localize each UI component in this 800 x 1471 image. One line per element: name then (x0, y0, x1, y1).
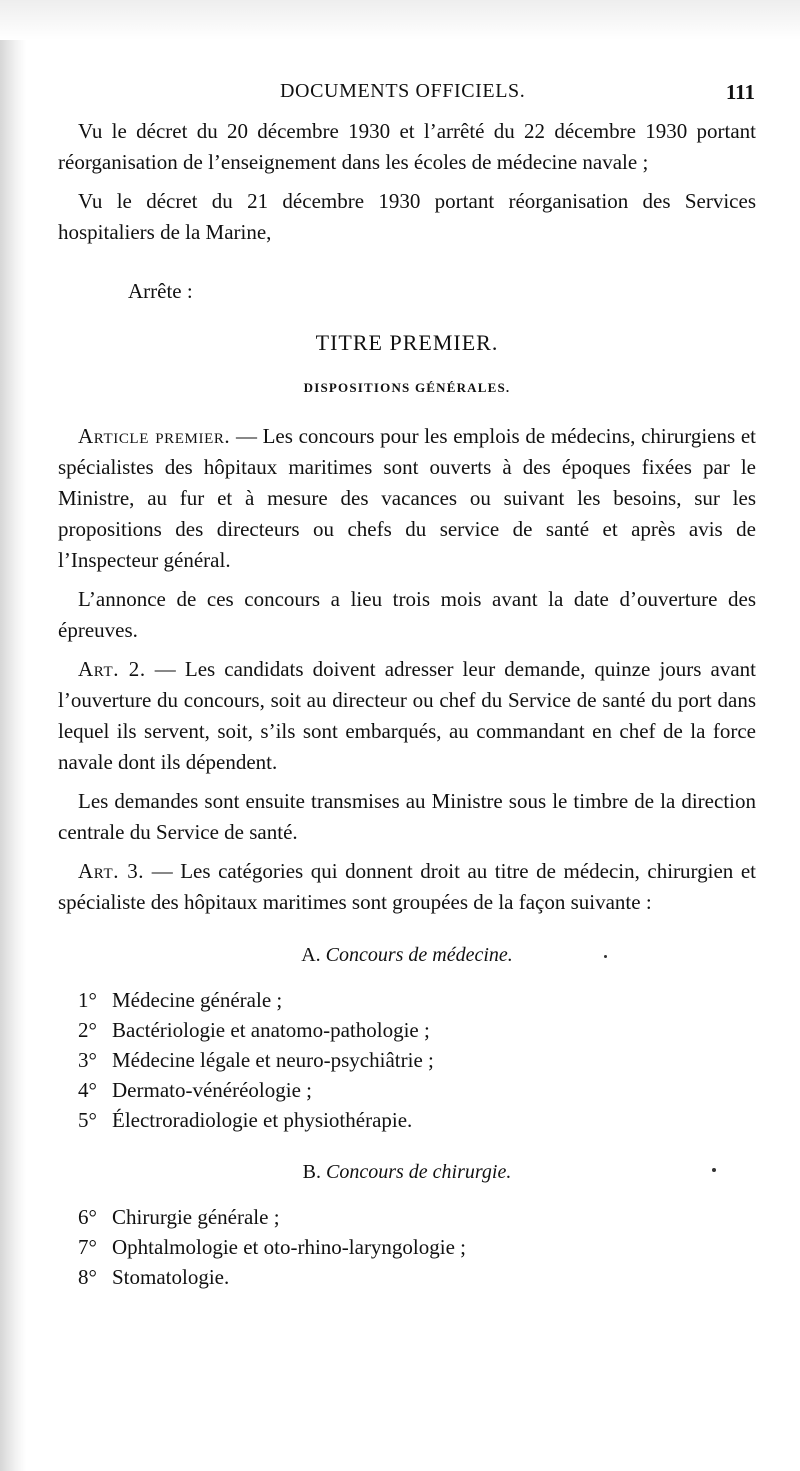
list-item-text: Médecine générale ; (112, 988, 283, 1012)
dispositions-heading: DISPOSITIONS GÉNÉRALES. (303, 380, 511, 395)
article-1 (58, 421, 756, 576)
list-item-text: Bactériologie et anatomo-pathologie ; (112, 1018, 430, 1042)
ink-speck (712, 1168, 716, 1172)
list-item-number: 8° (78, 1265, 97, 1289)
list-item-number: 2° (78, 1018, 97, 1042)
section-a-name: Concours de médecine. (325, 944, 513, 966)
list-item (78, 1015, 756, 1045)
article-1-text: — Les concours pour les emplois de médecins, chirurgiens et spécialistes des hôpitaux maritimes sont ouverts à des époques fixées par le Ministre, au fur et à mesure des vacances ou suivant les besoins, sur les propositions des directeurs ou chefs du service de santé et après avis de l’Inspecteur général. (58, 424, 756, 572)
page-header (60, 80, 755, 106)
list-item-text: Chirurgie générale ; (112, 1205, 280, 1229)
list-item-text: Médecine légale et neuro-psychiâtrie ; (112, 1048, 434, 1072)
body-text (58, 116, 756, 1292)
ink-speck (604, 955, 607, 958)
section-a-title (58, 940, 756, 971)
list-item-number: 5° (78, 1108, 97, 1132)
article-3 (58, 856, 756, 918)
list-item-number: 4° (78, 1078, 97, 1102)
list-item-number: 7° (78, 1235, 97, 1259)
section-a-letter: A. (301, 944, 321, 966)
section-b-list (78, 1202, 756, 1292)
section-b-title (58, 1157, 756, 1188)
list-item-number: 1° (78, 988, 97, 1012)
list-item (78, 1202, 756, 1232)
titre-heading: TITRE PREMIER. (315, 330, 499, 355)
list-item (78, 985, 756, 1015)
paragraph-vu-1: Vu le décret du 20 décembre 1930 et l’arrêté du 22 décembre 1930 portant réorganisation de l’enseignement dans les écoles de médecine navale ; (58, 119, 756, 174)
arrete-heading: Arrête : (128, 279, 193, 303)
article-3-text: — Les catégories qui donnent droit au titre de médecin, chirurgien et spécialiste des hôpitaux maritimes sont groupées de la façon suivante : (58, 859, 756, 914)
section-b-letter: B. (302, 1161, 321, 1183)
article-1-lead: Article premier. (78, 424, 231, 448)
section-a-list (78, 985, 756, 1135)
list-item (78, 1105, 756, 1135)
list-item-text: Stomatologie. (112, 1265, 230, 1289)
article-1-paragraph-2: L’annonce de ces concours a lieu trois mois avant la date d’ouverture des épreuves. (58, 587, 756, 642)
article-2 (58, 654, 756, 778)
article-2-lead: Art. 2. (78, 657, 146, 681)
article-3-lead: Art. 3. (78, 859, 145, 883)
scan-shadow-top (0, 0, 800, 40)
list-item-number: 6° (78, 1205, 97, 1229)
list-item (78, 1045, 756, 1075)
paragraph-vu-2: Vu le décret du 21 décembre 1930 portant réorganisation des Services hospitaliers de la Marine, (58, 189, 756, 244)
page-number: 111 (725, 80, 755, 104)
list-item (78, 1262, 756, 1292)
scan-shadow-left (0, 0, 26, 1471)
list-item-number: 3° (78, 1048, 97, 1072)
list-item-text: Ophtalmologie et oto-rhino-laryngologie ; (112, 1235, 467, 1259)
running-head: DOCUMENTS OFFICIELS. (280, 80, 526, 102)
article-2-paragraph-2: Les demandes sont ensuite transmises au Ministre sous le timbre de la direction centrale du Service de santé. (58, 789, 756, 844)
article-2-text: — Les candidats doivent adresser leur demande, quinze jours avant l’ouverture du concours, soit au directeur ou chef du Service de santé du port dans lequel ils servent, soit, s’ils sont embarqués, au commandant en chef de la force navale dont ils dépendent. (58, 657, 756, 774)
list-item-text: Dermato-vénéréologie ; (112, 1078, 312, 1102)
list-item-text: Électroradiologie et physiothérapie. (112, 1108, 413, 1132)
list-item (78, 1075, 756, 1105)
section-b-name: Concours de chirurgie. (325, 1161, 512, 1183)
list-item (78, 1232, 756, 1262)
